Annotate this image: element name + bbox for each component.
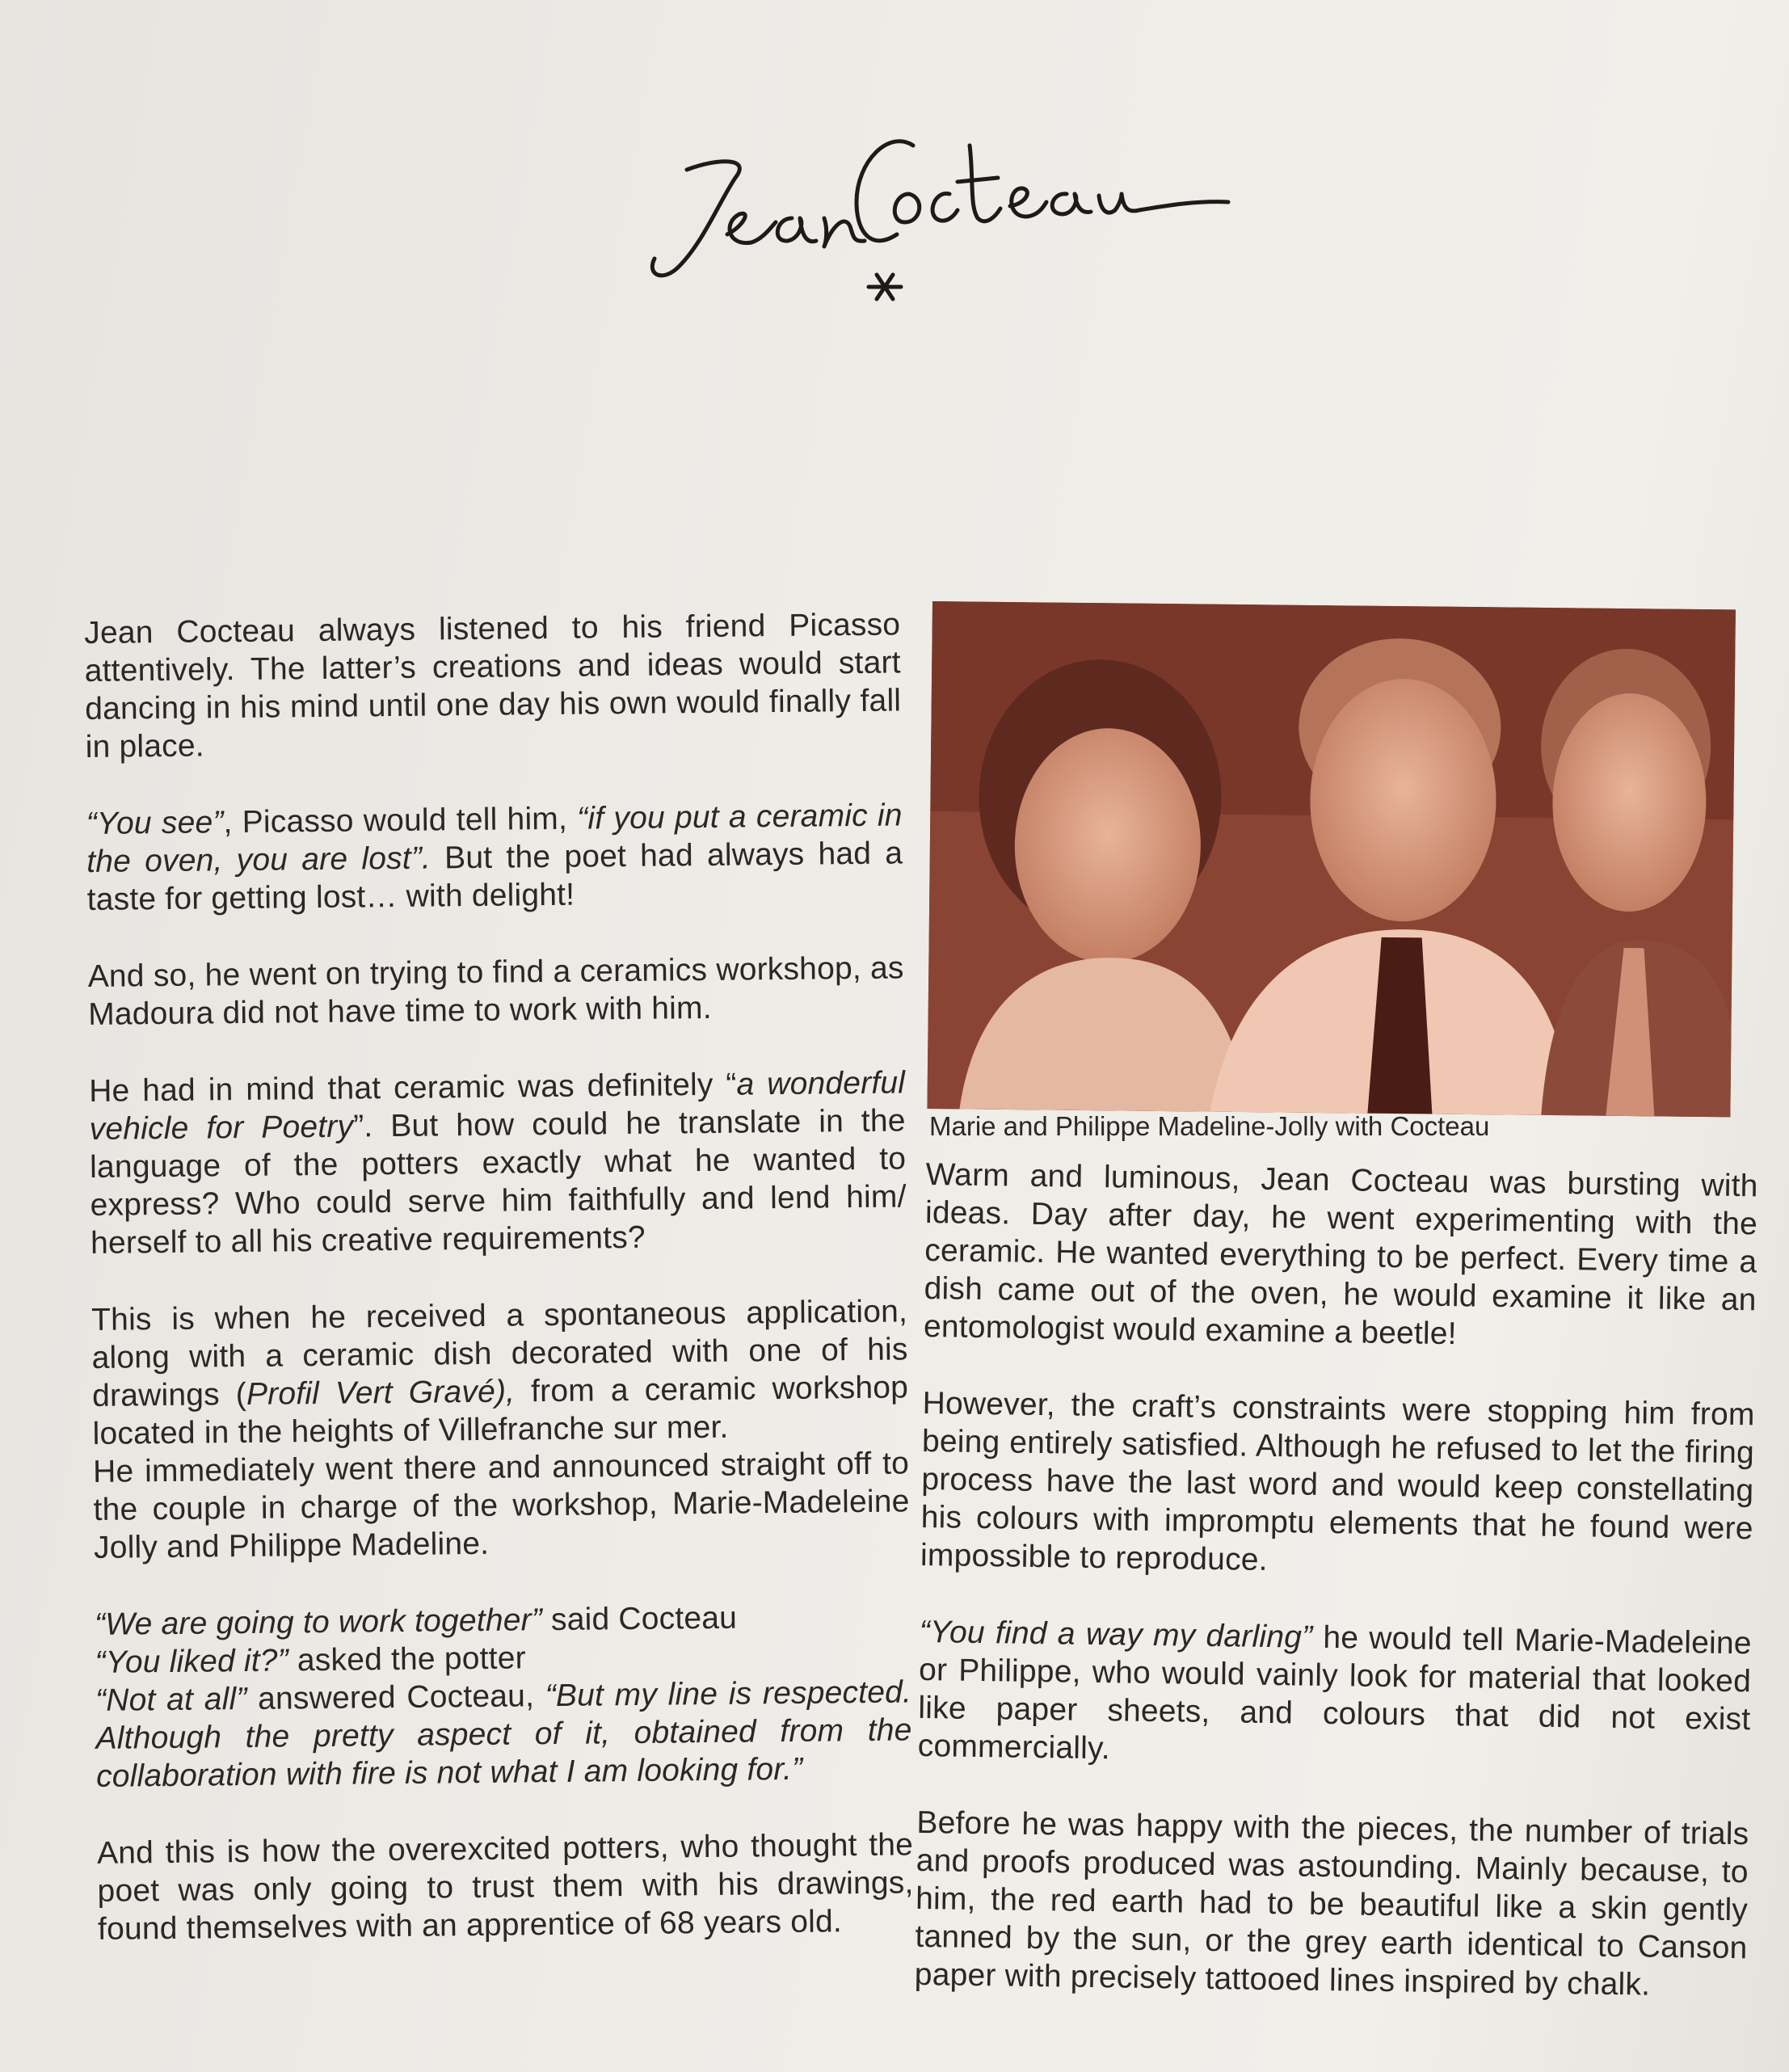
signature-jean-cocteau [630,113,1244,323]
paragraph [86,796,903,919]
paragraph-text: He had in mind that ceramic was definitely “ [88,1067,737,1109]
paragraph-text: said Cocteau [541,1600,738,1638]
quote-text: “But my line is respected. Although the pretty aspect of it, obtained from the collaboration with fire is not what I am looking for.” [95,1674,912,1794]
paragraph [924,1156,1758,1357]
quote-text: Profil Vert Gravé), [246,1374,516,1412]
paragraph-text: Warm and luminous, Jean Cocteau was bursting with ideas. Day after day, he went experimenting with the ceramic. He wanted everything to be perfect. Every time a dish came out of the oven, he would examine it like an entomologist would examine a beetle! [923,1156,1758,1352]
paragraph [917,1613,1752,1776]
left-column [84,605,915,1986]
quote-text: “if you put a ceramic in the oven, you are lost”. [86,798,903,879]
paragraph-text: However, the craft’s constraints were stopping him from being entirely satisfied. Although he refused to let the firing process have the last word and would keep constellating his colours with impromptu elements that he found were impossible to reproduce. [920,1385,1755,1577]
paragraph-text: And so, he went on trying to find a ceramics workshop, as Madoura did not have time to work with him. [87,950,904,1032]
quote-text: “We are going to work together” [94,1602,543,1642]
paragraph-text: Before he was happy with the pieces, the number of trials and proofs produced was astounding. Mainly because, to him, the red earth had to be beautiful like a skin gently tanned by the sun, or the grey earth identical to Canson paper with precisely tattooed lines inspired by chalk. [914,1805,1749,2003]
paragraph [97,1826,914,1948]
right-column [914,1156,1758,2044]
paragraph-text: This is when he received a spontaneous application, along with a ceramic dish decorated with one of his drawings ( [91,1294,908,1413]
paragraph-text: He immediately went there and announced straight off to the couple in charge of the workshop, Marie-Madeleine Jolly and Philippe Madeline. [92,1446,910,1565]
paragraph [89,1063,907,1262]
paragraph-text: ”. But how could he translate in the language of the potters exactly what he wanted to express? Who could serve him faithfully and lend him/ herself to all his creative requirements? [89,1103,907,1261]
quote-text: “Not at all” [95,1681,247,1718]
paragraph-text: he would tell Marie-Madeleine or Philippe, who would vainly look for material that looked like paper sheets, and colours that did not exist commercially. [917,1619,1752,1767]
dialogue-line [95,1673,912,1796]
portrait-photo [927,601,1736,1120]
paragraph-text: , Picasso would tell him, [223,801,578,840]
paragraph [91,1292,909,1453]
photo-caption: Marie and Philippe Madeline-Jolly with Cocteau [929,1111,1490,1141]
paragraph-text: But the poet had always had a taste for getting lost… with delight! [86,836,903,917]
paragraph [920,1384,1755,1586]
quote-text: a wonderful vehicle for Poetry [89,1065,906,1147]
paragraph-text: asked the potter [288,1640,527,1678]
quote-text: “You see” [86,805,224,841]
quote-text: “You find a way my darling” [919,1614,1313,1655]
paragraph-text: from a ceramic workshop located in the heights of Villefranche sur mer. [92,1370,909,1451]
paragraph [915,1804,1749,2005]
paragraph-text: Jean Cocteau always listened to his friend Picasso attentively. The latter’s creations and ideas would start dancing in his mind until one day his own would finally fall in place. [84,607,902,764]
photo-image [927,601,1736,1117]
paragraph [84,605,902,766]
paragraph [87,949,904,1034]
paragraph-text: answered Cocteau, [246,1678,545,1716]
paragraph-text: And this is how the overexcited potters, who thought the poet was only going to trust them with his drawings, found themselves with an apprentice of 68 years old. [96,1827,914,1947]
quote-text: “You liked it?” [95,1643,289,1680]
paragraph [93,1444,910,1567]
